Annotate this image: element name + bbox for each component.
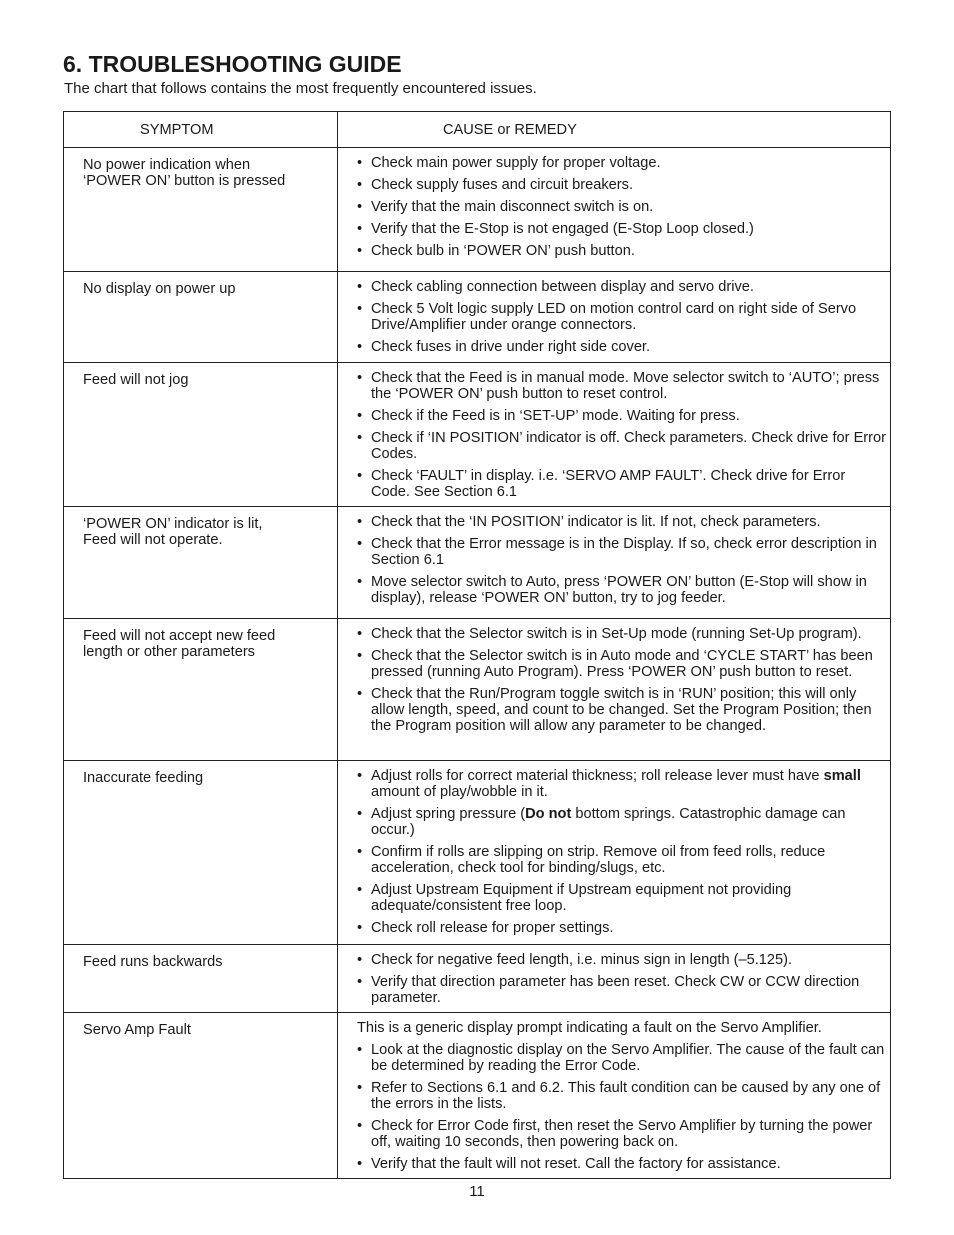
remedy-text: Adjust spring pressure (	[371, 806, 526, 822]
remedy-cell	[338, 761, 891, 945]
remedy-text: bottom springs. Catastrophic damage can occur.)	[371, 806, 846, 838]
symptom-cell: Feed will not jog	[64, 363, 338, 507]
remedy-item	[357, 221, 888, 237]
remedy-item	[357, 882, 888, 914]
remedy-item	[357, 408, 888, 424]
remedy-item	[357, 370, 888, 402]
remedy-item	[357, 199, 888, 215]
remedy-list	[357, 768, 888, 936]
symptom-cell: Feed runs backwards	[64, 945, 338, 1013]
remedy-item	[357, 574, 888, 606]
table-row	[64, 945, 891, 1013]
remedy-text: Check that the Selector switch is in Auto mode and ‘CYCLE START’ has been pressed (running Auto Program). Press ‘POWER ON’ push button to reset.	[371, 648, 873, 680]
remedy-item	[357, 279, 888, 295]
remedy-item	[357, 844, 888, 876]
remedy-text: Check 5 Volt logic supply LED on motion control card on right side of Servo Drive/Amplifier under orange connectors.	[371, 301, 857, 333]
remedy-text: Check roll release for proper settings.	[371, 920, 614, 936]
remedy-cell	[338, 272, 891, 363]
remedy-item	[357, 536, 888, 568]
remedy-text: Check if ‘IN POSITION’ indicator is off. Check parameters. Check drive for Error Codes.	[371, 430, 886, 462]
symptom-cell: No display on power up	[64, 272, 338, 363]
remedy-text: Check bulb in ‘POWER ON’ push button.	[371, 243, 635, 259]
remedy-item	[357, 155, 888, 171]
table-body	[64, 148, 891, 1179]
remedy-cell	[338, 619, 891, 761]
emphasis-text: Do not	[525, 806, 572, 822]
remedy-text: Check main power supply for proper voltage.	[371, 155, 661, 171]
remedy-text: Look at the diagnostic display on the Servo Amplifier. The cause of the fault can be determined by reading the Error Code.	[371, 1042, 885, 1074]
remedy-list	[357, 155, 888, 259]
remedy-list	[357, 952, 888, 1006]
remedy-item	[357, 648, 888, 680]
remedy-text: Check that the Feed is in manual mode. Move selector switch to ‘AUTO’; press the ‘POWER ON’ push button to reset control.	[371, 370, 880, 402]
remedy-item	[357, 430, 888, 462]
remedy-text: Verify that direction parameter has been reset. Check CW or CCW direction parameter.	[371, 974, 860, 1006]
remedy-item	[357, 952, 888, 968]
remedy-item	[357, 1156, 888, 1172]
table-row	[64, 761, 891, 945]
remedy-text: Check that the Error message is in the Display. If so, check error description in Section 6.1	[371, 536, 877, 568]
remedy-text: Adjust rolls for correct material thickness; roll release lever must have	[371, 768, 824, 784]
remedy-text: Check that the ‘IN POSITION’ indicator is lit. If not, check parameters.	[371, 514, 821, 530]
symptom-cell: ‘POWER ON’ indicator is lit, Feed will not operate.	[64, 507, 338, 619]
remedy-list	[357, 279, 888, 355]
remedy-cell	[338, 945, 891, 1013]
remedy-text: Move selector switch to Auto, press ‘POWER ON’ button (E-Stop will show in display), release ‘POWER ON’ button, try to jog feeder.	[371, 574, 867, 606]
symptom-cell: Servo Amp Fault	[64, 1013, 338, 1179]
remedy-text: Verify that the fault will not reset. Call the factory for assistance.	[371, 1156, 781, 1172]
remedy-text: Check if the Feed is in ‘SET-UP’ mode. Waiting for press.	[371, 408, 740, 424]
table-row	[64, 272, 891, 363]
symptom-column-header: SYMPTOM	[64, 112, 338, 148]
troubleshooting-table	[63, 111, 891, 1179]
symptom-cell: Inaccurate feeding	[64, 761, 338, 945]
remedy-text: Verify that the E-Stop is not engaged (E-Stop Loop closed.)	[371, 221, 754, 237]
page-title: 6. TROUBLESHOOTING GUIDE	[63, 51, 402, 77]
remedy-item	[357, 686, 888, 734]
remedy-cell	[338, 1013, 891, 1179]
page-number: 11	[469, 1183, 485, 1200]
remedy-text: Check that the Run/Program toggle switch is in ‘RUN’ position; this will only allow length, speed, and count to be changed. Set the Program Position; then the Program position will allow any parameter to be changed.	[371, 686, 872, 734]
remedy-text: Verify that the main disconnect switch is on.	[371, 199, 654, 215]
remedy-item	[357, 468, 888, 500]
intro-text: The chart that follows contains the most frequently encountered issues.	[64, 80, 537, 97]
remedy-item	[357, 920, 888, 936]
table-row	[64, 363, 891, 507]
remedy-text: Confirm if rolls are slipping on strip. Remove oil from feed rolls, reduce acceleration, check tool for binding/slugs, etc.	[371, 844, 826, 876]
remedy-item	[357, 768, 888, 800]
remedy-item	[357, 514, 888, 530]
remedy-cell	[338, 507, 891, 619]
remedy-text: Check supply fuses and circuit breakers.	[371, 177, 633, 193]
remedy-text: Adjust Upstream Equipment if Upstream equipment not providing adequate/consistent free loop.	[371, 882, 792, 914]
remedy-item	[357, 177, 888, 193]
remedy-text: Check that the Selector switch is in Set-Up mode (running Set-Up program).	[371, 626, 862, 642]
remedy-intro: This is a generic display prompt indicating a fault on the Servo Amplifier.	[357, 1020, 822, 1036]
table-row	[64, 507, 891, 619]
symptom-cell: No power indication when ‘POWER ON’ button is pressed	[64, 148, 338, 272]
table-row	[64, 1013, 891, 1179]
remedy-item	[357, 974, 888, 1006]
remedy-cell	[338, 363, 891, 507]
remedy-item	[357, 1042, 888, 1074]
emphasis-text: small	[823, 768, 861, 784]
remedy-item	[357, 301, 888, 333]
remedy-item	[357, 243, 888, 259]
remedy-column-header: CAUSE or REMEDY	[338, 112, 891, 148]
remedy-text: Refer to Sections 6.1 and 6.2. This fault condition can be caused by any one of the errors in the lists.	[371, 1080, 881, 1112]
remedy-text: Check fuses in drive under right side cover.	[371, 339, 651, 355]
remedy-list	[357, 1042, 888, 1172]
remedy-list	[357, 626, 888, 734]
remedy-list	[357, 514, 888, 606]
symptom-cell: Feed will not accept new feed length or other parameters	[64, 619, 338, 761]
remedy-item	[357, 1118, 888, 1150]
remedy-list	[357, 370, 888, 500]
remedy-item	[357, 806, 888, 838]
remedy-item	[357, 1080, 888, 1112]
remedy-item	[357, 339, 888, 355]
remedy-item	[357, 626, 888, 642]
remedy-text: Check cabling connection between display and servo drive.	[371, 279, 754, 295]
table-row	[64, 619, 891, 761]
remedy-text: amount of play/wobble in it.	[371, 784, 548, 800]
remedy-text: Check ‘FAULT’ in display. i.e. ‘SERVO AMP FAULT’. Check drive for Error Code. See Section 6.1	[371, 468, 846, 500]
table-header-row	[64, 112, 891, 148]
remedy-text: Check for negative feed length, i.e. minus sign in length (–5.125).	[371, 952, 793, 968]
remedy-cell	[338, 148, 891, 272]
remedy-text: Check for Error Code first, then reset the Servo Amplifier by turning the power off, waiting 10 seconds, then powering back on.	[371, 1118, 873, 1150]
table-row	[64, 148, 891, 272]
